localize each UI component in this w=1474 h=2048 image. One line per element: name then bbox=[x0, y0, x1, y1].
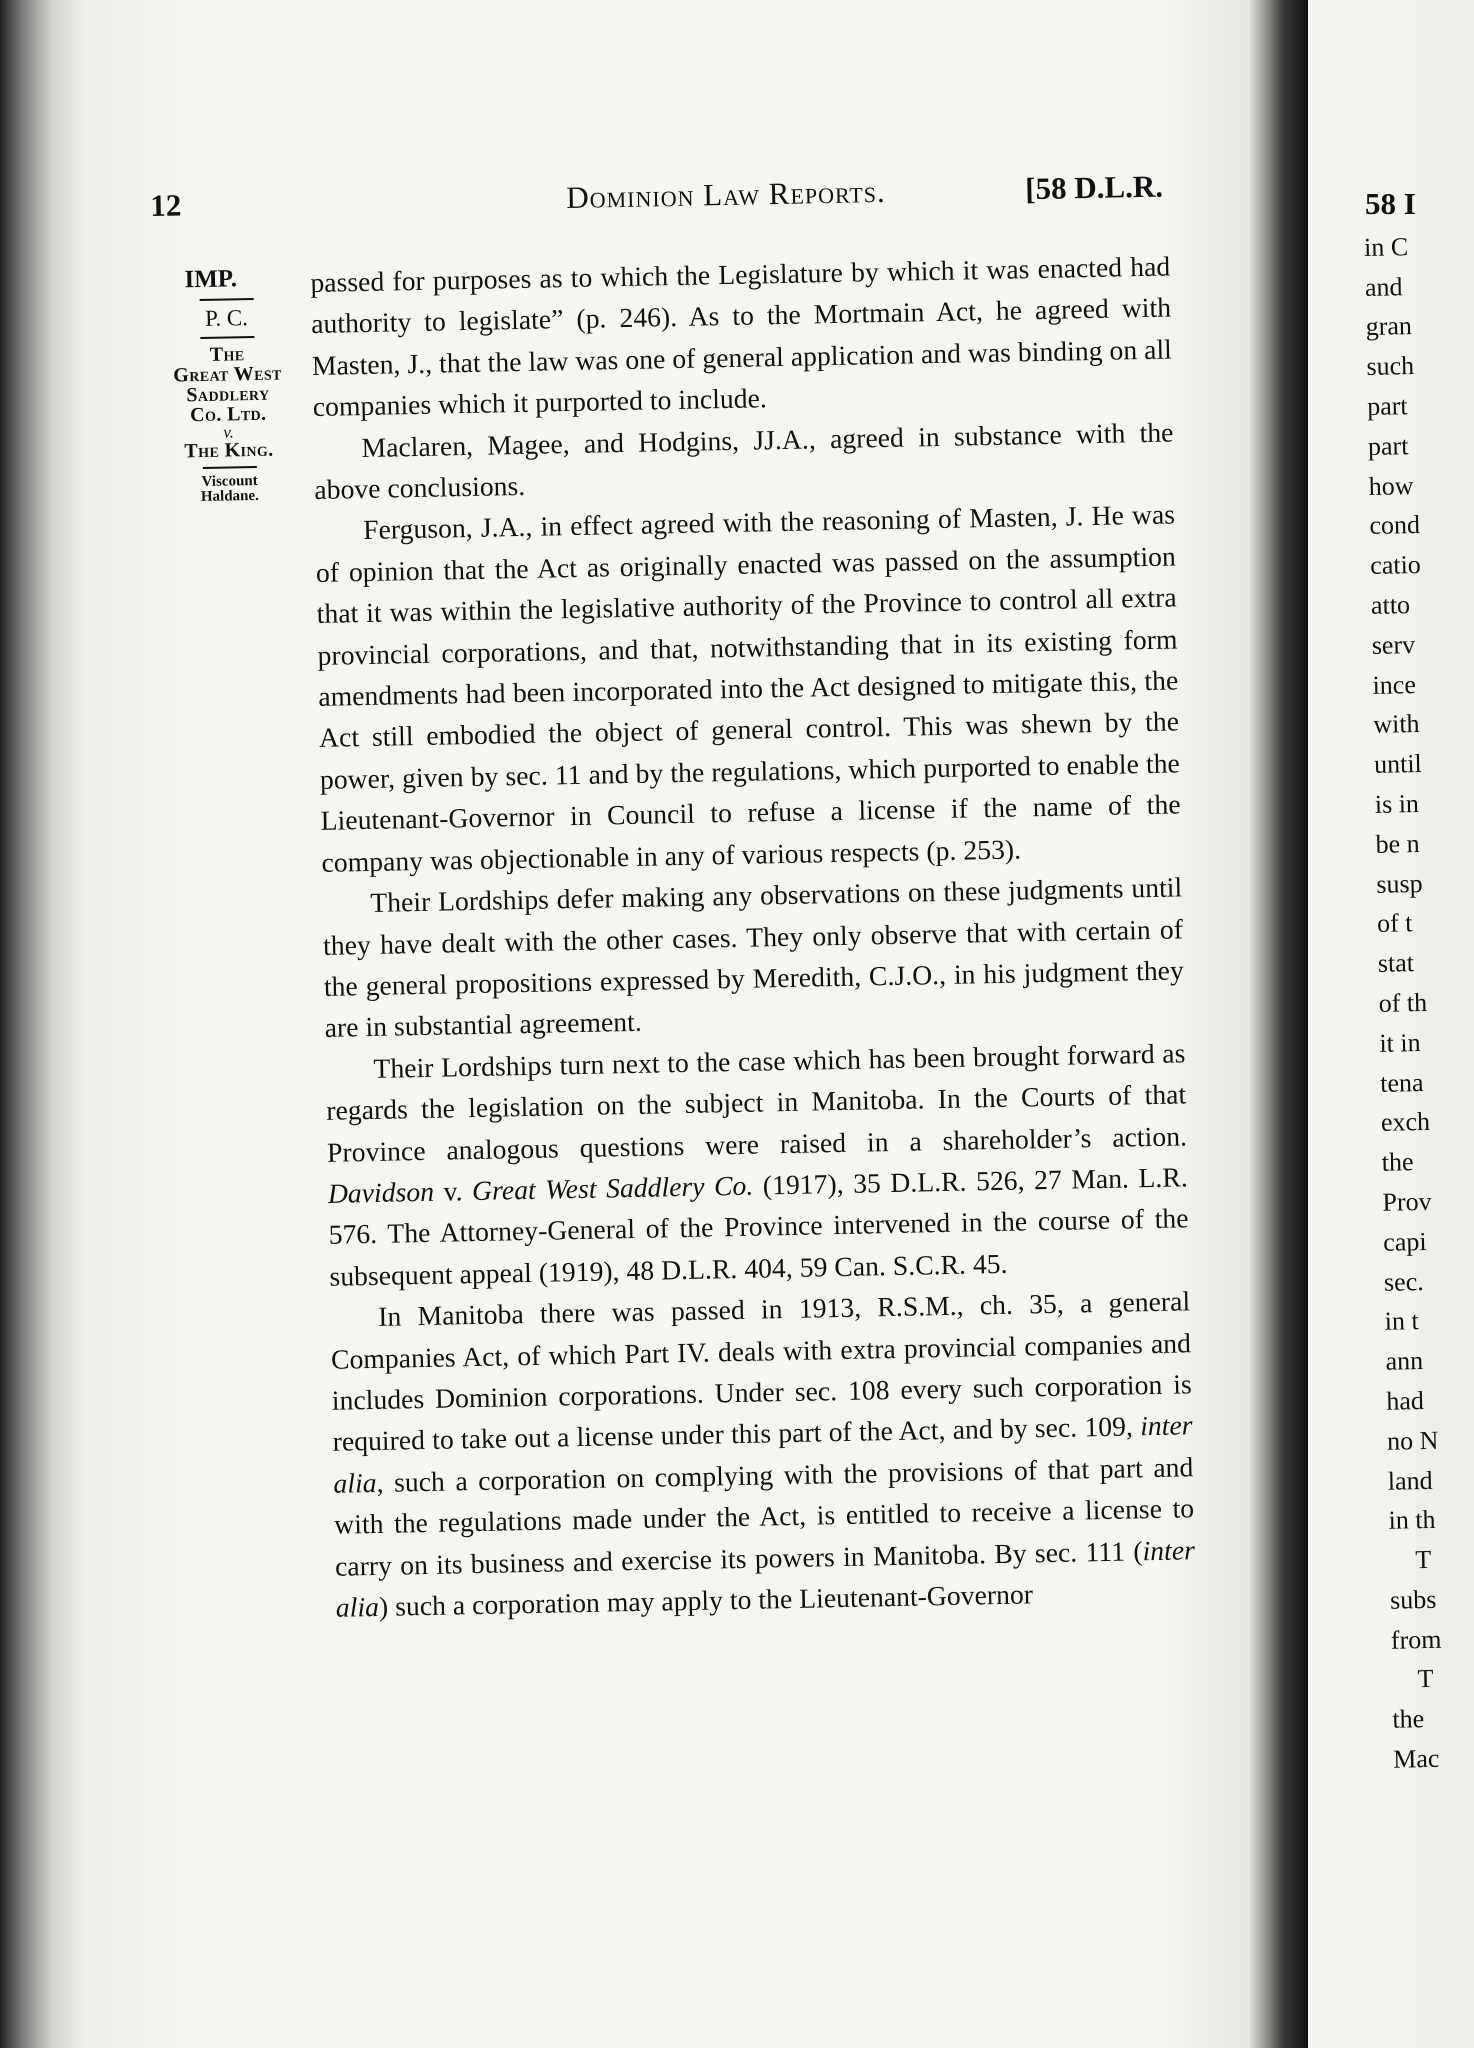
inter-alia-term: inter alia bbox=[335, 1533, 1196, 1623]
next-page-line: of t bbox=[1376, 908, 1413, 939]
next-page-line: how bbox=[1368, 470, 1414, 501]
paragraph-5 bbox=[325, 1032, 1190, 1297]
next-page-line: gran bbox=[1365, 311, 1413, 342]
appellant-line: Great West bbox=[173, 362, 283, 387]
respondent-note: The King. bbox=[184, 438, 274, 463]
running-title: Dominion Law Reports. bbox=[565, 173, 887, 216]
appellant-line: Co. Ltd. bbox=[189, 403, 267, 427]
next-page-line: such bbox=[1366, 351, 1415, 382]
left-page-shadow bbox=[54, 0, 88, 2048]
next-page-line: in t bbox=[1384, 1306, 1419, 1337]
next-page-line: T bbox=[1415, 1545, 1432, 1575]
next-page-line: T bbox=[1417, 1664, 1434, 1694]
versus-note: v. bbox=[223, 422, 235, 442]
next-page-line: it in bbox=[1379, 1027, 1421, 1058]
next-page-line: sec. bbox=[1383, 1266, 1424, 1297]
appellant-line: The bbox=[209, 343, 245, 367]
margin-rule bbox=[200, 336, 254, 339]
paragraph-3: Ferguson, J.A., in effect agreed with the reasoning of Masten, J. He was of opinion that the Act as originally enacted was passed on the assumption that it was within the legislative authority of the Province to control all extra provincial corporations, and that, notwithstanding that in its existing form amendments had been incorporated into the Act designed to mitigate this, the Act still embodied the object of general control. This was shewn by the power, given by sec. 11 and by the regulations, which purported to enable the Lieutenant-Governor in Council to refuse a license if the name of the company was objectionable in any of various respects (p. 253). bbox=[315, 498, 1181, 878]
paragraph-5-rest: (1917), 35 D.L.R. 526, 27 Man. L.R. 576. The Attorney-General of the Province intervened in the course of the subsequent appeal (1919), 48 D.L.R. 404, 59 Can. S.C.R. 45. bbox=[328, 1161, 1189, 1292]
next-page-line: in th bbox=[1388, 1505, 1436, 1536]
court-note: IMP. bbox=[184, 265, 238, 294]
next-page-line: exch bbox=[1380, 1107, 1431, 1138]
next-page-line: with bbox=[1373, 709, 1420, 740]
paragraph-6 bbox=[330, 1280, 1196, 1628]
next-page-line: cond bbox=[1369, 510, 1421, 541]
judge-note: Viscount bbox=[201, 472, 258, 490]
next-page-line: no N bbox=[1386, 1425, 1439, 1456]
volume-reference: [58 D.L.R. bbox=[1024, 168, 1164, 207]
next-page-line: land bbox=[1387, 1465, 1433, 1496]
next-page-line: ince bbox=[1372, 669, 1417, 700]
next-page-line: tena bbox=[1379, 1067, 1424, 1098]
next-page-line: atto bbox=[1370, 590, 1411, 620]
margin-rule bbox=[199, 298, 253, 301]
case-name: Davidson bbox=[327, 1175, 435, 1209]
next-page-spacer bbox=[1363, 186, 1444, 227]
paragraph-5-intro: Their Lordships turn next to the case which has been brought forward as regards the legislation on the subject in Manitoba. In the Courts of that Province analogous questions were raised in a shareholder’s action. bbox=[325, 1037, 1188, 1168]
paragraph-4: Their Lordships defer making any observations on these judgments until they have dealt with the other cases. They only observe that with certain of the general propositions expressed by Meredith, C.J.O., in his judgment they are in substantial agreement. bbox=[322, 871, 1185, 1044]
book-fold bbox=[1250, 0, 1308, 2048]
next-page-line: Prov bbox=[1382, 1186, 1432, 1217]
judge-note: Haldane. bbox=[200, 488, 260, 506]
next-page-line: be n bbox=[1375, 828, 1420, 859]
page-number: 12 bbox=[150, 187, 182, 223]
next-page-line: susp bbox=[1376, 868, 1423, 899]
next-page-line: capi bbox=[1382, 1226, 1427, 1257]
paragraph-6-part-a: In Manitoba there was passed in 1913, R.S.M., ch. 35, a general Companies Act, of which Part IV. deals with extra provincial companies and includes Dominion corporations. Under sec. 108 every such corporation is required to take out a license under this part of the Act, and by sec. 109, bbox=[330, 1285, 1192, 1458]
paragraph-1: passed for purposes as to which the Legislature by which it was enacted had authority to legislate” (p. 246). As to the Mortmain Act, he agreed with Masten, J., that the law was one of general application and was binding on all companies which it purported to include. bbox=[310, 250, 1173, 423]
case-versus: v. bbox=[443, 1175, 463, 1207]
paragraph-6-part-c: ) such a corporation may apply to the Lieutenant-Governor bbox=[378, 1578, 1034, 1622]
next-page-line: in C bbox=[1363, 231, 1409, 262]
margin-notes bbox=[148, 265, 308, 507]
left-book-edge bbox=[0, 0, 54, 2048]
next-page-line: the bbox=[1381, 1147, 1414, 1177]
appellant-line: Saddlery bbox=[186, 383, 270, 407]
next-page-line: from bbox=[1390, 1624, 1442, 1655]
next-page-line: part bbox=[1367, 430, 1409, 461]
inter-alia-term: inter alia bbox=[333, 1409, 1193, 1499]
next-page-line: of th bbox=[1378, 987, 1428, 1018]
paragraph-2: Maclaren, Magee, and Hodgins, JJ.A., agreed in substance with the above conclusions. bbox=[314, 416, 1174, 505]
bench-note: P. C. bbox=[204, 305, 249, 332]
next-page-line: the bbox=[1392, 1704, 1425, 1734]
next-page-number: 58 I bbox=[1365, 186, 1416, 221]
judgment-text bbox=[310, 245, 1196, 1628]
next-page-line: until bbox=[1373, 749, 1423, 780]
next-page-line: is in bbox=[1374, 788, 1420, 819]
paragraph-6-part-b: , such a corporation on complying with the provisions of that part and with the regulations made under the Act, is entitled to receive a license to carry on its business and exercise its powers in Manitoba. By sec. 111 ( bbox=[333, 1451, 1195, 1582]
next-page-line: Mac bbox=[1392, 1743, 1440, 1774]
case-name-2: Great West Saddlery Co. bbox=[471, 1169, 754, 1206]
next-page-line: part bbox=[1366, 391, 1408, 421]
next-page-line: stat bbox=[1377, 948, 1415, 978]
next-page-line: serv bbox=[1371, 629, 1416, 660]
next-page-line: and bbox=[1364, 271, 1403, 302]
next-page-line: had bbox=[1386, 1385, 1425, 1416]
next-page-line: subs bbox=[1389, 1584, 1437, 1615]
next-page-line: ann bbox=[1385, 1346, 1424, 1376]
margin-rule bbox=[202, 466, 256, 469]
next-page-line: catio bbox=[1369, 550, 1422, 581]
